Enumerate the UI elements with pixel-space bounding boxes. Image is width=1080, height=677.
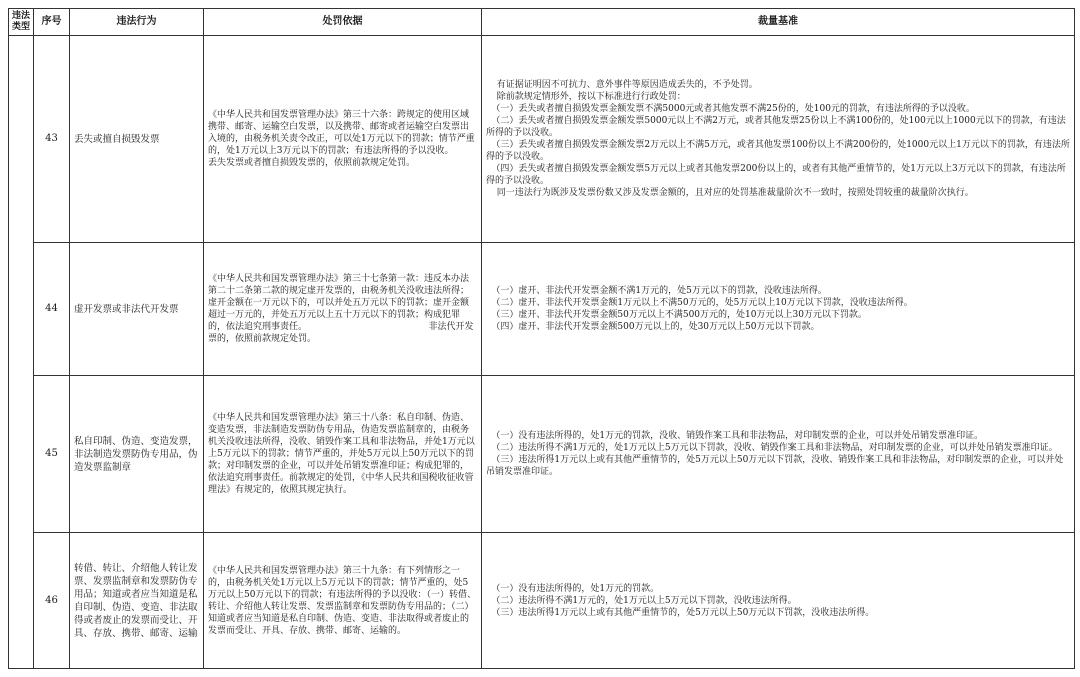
- standard-line: （四）丢失或者擅自损毁发票金额发票5万元以上或者其他发票200份以上的，或者有其他严重情节的，处1万元以上3万元以下的罚款，有违法所得的予以没收。: [486, 164, 1066, 186]
- discretion-standard: [482, 243, 1075, 376]
- penalty-basis: 《中华人民共和国发票管理办法》第三十八条：私自印制、伪造、变造发票，非法制造发票防伪专用品，伪造发票监制章的，由税务机关没收违法所得，没收、销毁作案工具和非法物品，并处1万元以上5万元以下的罚款；情节严重的，并处5万元以上50万元以下的罚款；对印制发票的企业，可以并处吊销发票准印证；构成犯罪的，依法追究刑事责任。前款规定的处罚，《中华人民共和国税收征收管理法》有规定的，依照其规定执行。: [204, 376, 482, 533]
- discretion-standard: [482, 36, 1075, 243]
- standard-line: （三）丢失或者擅自损毁发票金额发票2万元以上不满5万元，或者其他发票100份以上不满200份的，处1000元以上1万元以下的罚款，有违法所得的予以没收。: [486, 140, 1070, 162]
- standard-line: （一）虚开、非法代开发票金额不满1万元的，处5万元以下的罚款，没收违法所得。: [491, 286, 827, 296]
- penalty-basis: 《中华人民共和国发票管理办法》第三十六条：跨规定的使用区域携带、邮寄、运输空白发票，以及携带、邮寄或者运输空白发票出入境的，由税务机关责令改正，可以处1万元以下的罚款；情节严重的，处1万元以上3万元以下的罚款；有违法所得的予以没收。 丢失发票或者擅自损毁发票的，依照前款规定处罚。: [204, 36, 482, 243]
- standard-line: （一）丢失或者擅自损毁发票金额发票不满5000元或者其他发票不满25份的，处100元的罚款，有违法所得的予以没收。: [491, 104, 975, 114]
- header-violation-type: 违法类型: [9, 9, 34, 36]
- table-row: [9, 376, 1075, 533]
- header-serial-number: 序号: [34, 9, 70, 36]
- standard-line: （二）丢失或者擅自损毁发票金额发票5000元以上不满2万元，或者其他发票25份以上不满100份的，处100元以上1000元以下的罚款，有违法所得的予以没收。: [486, 116, 1066, 138]
- standard-line: （一）没有违法所得的，处1万元的罚款。: [491, 583, 660, 594]
- standard-line: （四）虚开、非法代开发票金额500万元以上的，处30万元以上50万元以下罚款。: [491, 322, 820, 332]
- discretion-standard: [482, 533, 1075, 669]
- table-row: [9, 243, 1075, 376]
- row-number: 46: [34, 533, 70, 669]
- penalty-basis: 《中华人民共和国发票管理办法》第三十七条第一款：违反本办法第二十二条第二款的规定虚开发票的，由税务机关没收违法所得；虚开金额在一万元以下的，可以并处五万元以下的罚款；虚开金额超过一万元的，并处五万元以上五十万元以下的罚款；构成犯罪的，依法追究刑事责任。 非法代开发票的，依照前款规定处罚。: [204, 243, 482, 376]
- table-row: [9, 36, 1075, 243]
- discretion-standard: [482, 376, 1075, 533]
- standard-line: 除前款规定情形外，按以下标准进行行政处罚：: [496, 92, 686, 102]
- penalty-basis: 《中华人民共和国发票管理办法》第三十九条：有下列情形之一的，由税务机关处1万元以上5万元以下的罚款；情节严重的，处5万元以上50万元以下的罚款；有违法所得的予以没收：（一）转借、转让、介绍他人转让发票、发票监制章和发票防伪专用品的；（二）知道或者应当知道是私自印制、伪造、变造、非法取得或者废止的发票而受让、开具、存放、携带、邮寄、运输的。: [204, 533, 482, 669]
- standard-line: （一）没有违法所得的，处1万元的罚款，没收、销毁作案工具和非法物品，对印制发票的企业，可以并处吊销发票准印证。: [491, 431, 984, 441]
- penalty-standards-table: [8, 8, 1075, 669]
- row-number: 43: [34, 36, 70, 243]
- table-row: [9, 533, 1075, 669]
- standard-line: （二）违法所得不满1万元的，处1万元以上5万元以下罚款，没收违法所得。: [491, 595, 797, 606]
- header-penalty-basis: 处罚依据: [204, 9, 482, 36]
- row-number: 45: [34, 376, 70, 533]
- violation-act: 私自印制、伪造、变造发票，非法制造发票防伪专用品，伪造发票监制章: [70, 376, 204, 533]
- header-violation-act: 违法行为: [70, 9, 204, 36]
- violation-act: 转借、转让、介绍他人转让发票、发票监制章和发票防伪专用品；知道或者应当知道是私自印制、伪造、变造、非法取得或者废止的发票而受让、开具、存放、携带、邮寄、运输: [70, 533, 204, 669]
- standard-line: （二）违法所得不满1万元的，处1万元以上5万元以下罚款，没收、销毁作案工具和非法物品，对印制发票的企业，可以并处吊销发票准印证。: [491, 443, 1058, 453]
- violation-act: 丢失或擅自损毁发票: [70, 36, 204, 243]
- table-header-row: [9, 9, 1075, 36]
- standard-line: （三）违法所得1万元以上或有其他严重情节的，处5万元以上50万元以下罚款，没收、销毁作案工具和非法物品，对印制发票的企业，可以并处吊销发票准印证。: [486, 455, 1064, 477]
- standard-line: 有证据证明因不可抗力、意外事件等原因造成丢失的，不予处罚。: [496, 80, 758, 90]
- standard-line: 同一违法行为既涉及发票份数又涉及发票金额的，且对应的处罚基准裁量阶次不一致时，按照处罚较重的裁量阶次执行。: [496, 188, 974, 198]
- violation-act: 虚开发票或非法代开发票: [70, 243, 204, 376]
- standard-line: （二）虚开、非法代开发票金额1万元以上不满50万元的，处5万元以上10万元以下罚款，没收违法所得。: [491, 298, 913, 308]
- standard-line: （三）虚开、非法代开发票金额50万元以上不满500万元的，处10万元以上30万元以下罚款。: [491, 310, 867, 320]
- header-discretion-standard: 裁量基准: [482, 9, 1075, 36]
- row-number: 44: [34, 243, 70, 376]
- violation-type-cell: [9, 36, 34, 669]
- standard-line: （三）违法所得1万元以上或有其他严重情节的，处5万元以上50万元以下罚款，没收违法所得。: [491, 607, 875, 618]
